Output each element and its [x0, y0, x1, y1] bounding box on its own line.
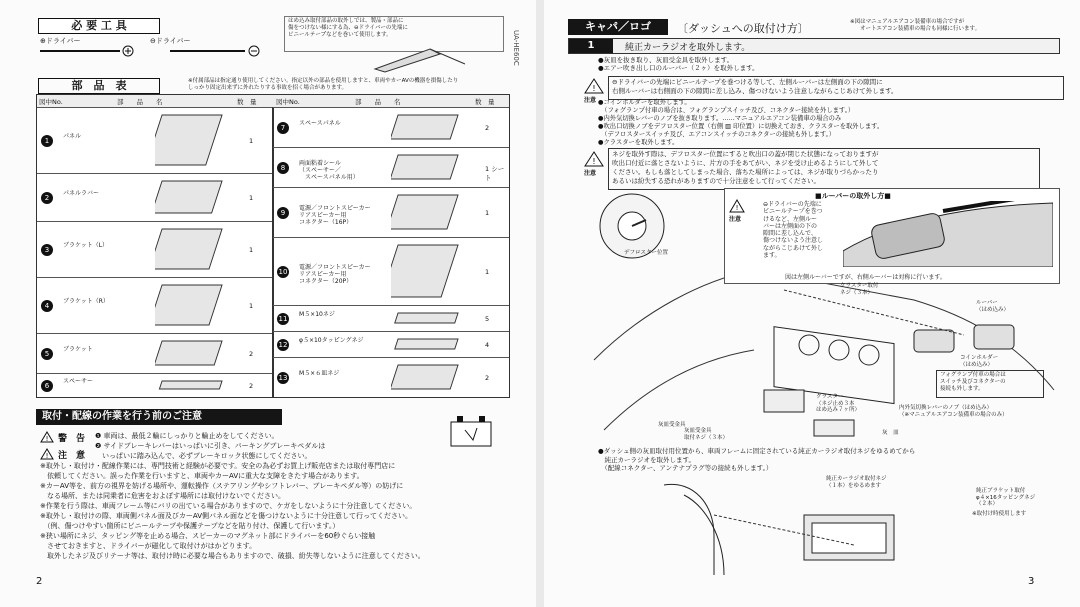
label-bracket-screw: 純正ブラケット取付 φ４×16タッピングネジ （２本） [976, 488, 1036, 507]
table-row [273, 357, 509, 398]
part-name: M５×10ネジ [299, 311, 335, 318]
label-ash-tray: 灰 皿 [882, 430, 899, 436]
louver-note: ⊖ドライバーの先端に ビニールテープを巻つ けるなど、左側ルー バーは左側面の下の 隙間に差し込んで、 傷つけないよう注意し ながらこじあけて外し ます。 [763, 201, 824, 260]
table-row [273, 107, 509, 148]
table-row [37, 173, 272, 222]
part-name: 電源／フロントスピーカー リアスピーカー用 コネクター（16P） [299, 205, 371, 226]
caution-label-1: 注意 [584, 97, 597, 104]
caution-box-1: ⊖ドライバーの先端にビニールテープを巻つける等して、左側ルーバーは左側面の下の隙間に 右側ルーバーは右側面の下の隙間に差し込み、傷つけないよう注意しながらこじあけて外します。 [608, 76, 1064, 100]
parts-title: 部 品 表 [38, 78, 160, 94]
svg-text:!: ! [592, 157, 596, 166]
part-qty: 1 [249, 194, 254, 202]
part-illustration [391, 336, 471, 354]
warning-lines: ❶ 車両は、最低２輪にしっかりと輪止めをしてください。 ❷ サイドブレーキレバーはいっぱいに引き、パーキングブレーキペダルは いっぱいに踏み込んで、必ずブレーキロック状態にしてください。 [95, 432, 326, 460]
table-row [37, 333, 272, 374]
part-name: パネル [63, 133, 82, 140]
table-row [273, 237, 509, 306]
louver-box-title: ■ルーバーの取外し方■ [815, 192, 891, 200]
caution-box-2: ネジを取外す際は、デフロスター位置にすると吹出口の蓋が閉じた状態になっておりますが 吹出口付近に落とさないように、片方の手をあてがい、ネジを受け止めるようにして外して ください。もしも落としてしまった場合、落ちた場所によっては、ネジが取りづらかったり あるいは紛失する恐れがありますので十分注意をして行ってください。 [608, 148, 1040, 190]
part-name: ブラケット [63, 346, 93, 353]
label-reuse: ※取付け時使用します [972, 511, 1027, 517]
page-number-left: 2 [36, 576, 43, 587]
tool-flat-label: ⊖ドライバー [150, 37, 191, 45]
part-number-badge: 8 [277, 162, 289, 174]
svg-text:!: ! [735, 204, 739, 212]
page-number-right: 3 [1028, 576, 1035, 587]
bullets-b: ●コインホルダーを取外します。 （フォグランプ付車の場合は、フォグランプスイッチ及び、コネクター接続を外します。） ●内外気切換レバーのノブを抜き取ります。……マニュアルエアコン装備車の場合のみ ●吹出口切換ノブをデフロスター位置（右側 ▥ 印位置）に切換えておき、クラスターを取外します。 （デフロスタースイッチ及び、エアコンスイッチのコネクターの接続も外します。） ●クラスターを取外します。 [598, 99, 884, 146]
part-qty: 1 [485, 268, 490, 276]
part-illustration [391, 242, 471, 302]
part-qty: 1 [249, 302, 254, 310]
ashtray-illustration [814, 420, 854, 436]
part-illustration [155, 226, 235, 274]
table-row [37, 277, 272, 334]
caution-icon [40, 448, 54, 460]
part-name: M５×６皿ネジ [299, 370, 340, 377]
part-number-badge: 3 [41, 244, 53, 256]
step-header [568, 38, 1060, 54]
fog-note-box: フォグランプ付車の場合は スイッチ及びコネクターの 接続も外します。 [936, 370, 1044, 398]
part-illustration [155, 282, 235, 330]
screwdriver-icons [30, 42, 280, 60]
part-number-badge: 10 [278, 268, 288, 276]
label-ash-receiver-screw: 灰皿受金具 取付ネジ（３本） [684, 428, 729, 441]
part-name: スペースパネル [299, 120, 341, 127]
part-number-badge: 13 [278, 374, 288, 382]
table-row [37, 107, 272, 174]
part-number-badge: 6 [41, 380, 53, 392]
page-right [544, 0, 1080, 607]
part-qty: 1 [249, 246, 254, 254]
model-subtitle: 〔ダッシュへの取付け方〕 [677, 22, 809, 35]
part-qty: 1 シート [485, 165, 505, 182]
louver-removal-illustration [843, 201, 1053, 267]
part-qty: 2 [485, 374, 490, 382]
part-number-badge: 9 [277, 207, 289, 219]
caution-notes: ※取外し・取付け・配線作業には、専門技術と経験が必要です。安全の為必ずお買上げ販売店または取付専門店に 依頼してください。誤った作業を行いますと、車両やカーAVに重大な支障をきたす場合があります。 ※カーAV等を、前方の視界を妨げる場所や、運転操作（ステアリングやシフトレバー、ブレーキペダル等）の妨げに なる場所、または同乗者に危害をおよぼす場所には取付けないでください。 ※作業を行う際は、車両フレーム等にバリの出ている場合がありますので、ケガをしないように十分注意してください。 ※取外し・取付けの際、車両側パネル面及びカーAV側パネル面などを傷つけないように十分注意して行ってください。 （例、傷つけやすい箇所にビニールテープや保護テープなどを貼り付け、保護して行います。） ※狭い場所にネジ、タッピング等を止める場合、スピーカーのマグネット部にドライバーを60秒ぐらい接触 させておきますと、ドライバーが磁化して取付けがはかどります。 取外したネジ及びリテーナ等は、取付け時に必要な場合もありますので、破損、紛失等しないように注意してください。 [40, 462, 425, 560]
part-name: スペーサー [63, 378, 94, 385]
table-row [273, 331, 509, 358]
bullets-c: ●ダッシュ側の灰皿取付用位置から、車両フレームに固定されている純正カーラジオ取付ネジをゆるめてから 純正カーラジオを取外します。 （配線コネクター、アンテナプラグ等の接続も外します。） [598, 447, 916, 472]
part-illustration [155, 338, 235, 370]
part-illustration [391, 310, 471, 328]
part-qty: 1 [249, 137, 254, 145]
step-title: 純正カーラジオを取外します。 [625, 43, 751, 53]
part-number-badge: 1 [41, 135, 53, 147]
radio-removal-diagram [654, 475, 914, 575]
part-name: パネルラバー [63, 190, 100, 197]
louver-left-illustration [914, 330, 954, 352]
louver-fig-caption: 図は左側ルーバーですが、右側ルーバーは対称に行います。 [785, 274, 946, 281]
caution-label-2: 注意 [584, 170, 597, 177]
svg-text:!: ! [45, 435, 49, 443]
part-number-badge: 11 [278, 315, 288, 323]
label-cluster: クラスター （ネジ止め３本 はめ込み７ヶ所） [816, 394, 861, 413]
pry-tool-illustration [370, 44, 470, 74]
label-radio-screw: 純正カーラジオ取付ネジ （１本）をゆるめます [826, 476, 887, 489]
part-illustration [391, 152, 471, 184]
part-number-badge: 4 [41, 300, 53, 312]
part-number-badge: 12 [278, 341, 288, 349]
label-ash-receiver: 灰皿受金具 [658, 422, 686, 428]
table-row [273, 147, 509, 188]
svg-text:!: ! [45, 452, 49, 460]
page-left [0, 0, 536, 607]
table-header: 図中No. 部 品 名 数 量 図中No. 部 品 名 数 量 [37, 95, 509, 108]
louver-removal-box: ■ルーバーの取外し方■ ! 注意 ⊖ドライバーの先端に ビニールテープを巻つ けるなど、左側ルー バーは左側面の下の 隙間に差し込んで、 傷つけないよう注意し ながらこじあけて外し ます。 図は左側ルーバーですが、右側ルーバーは対称に行います。 [724, 188, 1060, 284]
tool-note: はめ込み取付部品の取外しでは、製品・部品に 傷をつけない様にする為、⊖ドライバーの先端に ビニールテープなどを巻いて使用します。 [284, 16, 504, 52]
part-number-badge: 7 [277, 122, 289, 134]
part-name: 両面粘着シール （スペーサー／ スペースパネル用） [299, 160, 359, 181]
part-qty: 2 [485, 124, 490, 132]
parts-table [36, 94, 510, 398]
warning-label: 警 告 [58, 434, 86, 444]
caution-label: 注 意 [58, 451, 86, 461]
part-illustration [155, 378, 235, 394]
part-name: ブラケット（R） [63, 298, 109, 305]
part-number-badge: 2 [41, 192, 53, 204]
part-qty: 2 [249, 350, 254, 358]
svg-text:!: ! [592, 84, 596, 93]
part-name: φ５×10タッピングネジ [299, 337, 364, 344]
bullets-a: ●灰皿を抜き取り、灰皿受金具を取外します。 ●エアー吹き出し口のルーバー（２ヶ）を取外します。 [598, 56, 759, 72]
label-cluster-screw: クラスター取付 ネジ（３本） [840, 283, 879, 296]
part-name: 電源／フロントスピーカー リアスピーカー用 コネクター（20P） [299, 264, 371, 285]
part-number-badge: 5 [41, 348, 53, 360]
label-louver: ルーバー （はめ込み） [976, 300, 1010, 313]
table-row [273, 305, 509, 332]
label-ac-lever: 内外気切換レバーのノブ（はめ込み） （※マニュアルエアコン装備車の場合のみ） [899, 405, 1008, 418]
title-note: ※図はマニュアルエアコン装備車の場合ですが オートエアコン装備車の場合も同様に行います。 [850, 19, 981, 32]
warning-icon [40, 431, 54, 443]
label-coin-holder: コインホルダー （はめ込み） [960, 355, 999, 368]
table-row [273, 187, 509, 238]
defrost-label: デフロスター位置 [624, 250, 669, 256]
caution-icon-3 [729, 199, 745, 213]
part-illustration [391, 112, 471, 144]
louver-right-illustration [974, 325, 1014, 349]
step-number: 1 [569, 39, 613, 53]
part-qty: 5 [485, 315, 490, 323]
table-row [37, 373, 272, 398]
part-qty: 1 [485, 209, 490, 217]
vertical-code: UA-HE60C [512, 30, 520, 66]
part-name: ブラケット（L） [63, 242, 109, 249]
caution-title: 取付・配線の作業を行う前のご注意 [36, 409, 282, 425]
part-illustration [391, 192, 471, 234]
battery-caution-icon [445, 410, 505, 450]
part-illustration [155, 178, 235, 218]
tool-phillips-label: ⊕ドライバー [40, 37, 81, 45]
part-qty: 2 [249, 382, 254, 390]
table-row [37, 221, 272, 278]
parts-note: ※付属部品は指定通り使用してください。指定以外の部品を使用しますと、車両やカーAVの機器を損傷したり しっかり固定出来ずに外れたりする事故を招く場合があります。 [188, 78, 459, 91]
part-illustration [391, 362, 471, 394]
model-title: キャパ／ロゴ [568, 19, 668, 35]
part-illustration [155, 112, 235, 170]
tools-title: 必 要 工 具 [38, 18, 160, 34]
part-qty: 4 [485, 341, 490, 349]
